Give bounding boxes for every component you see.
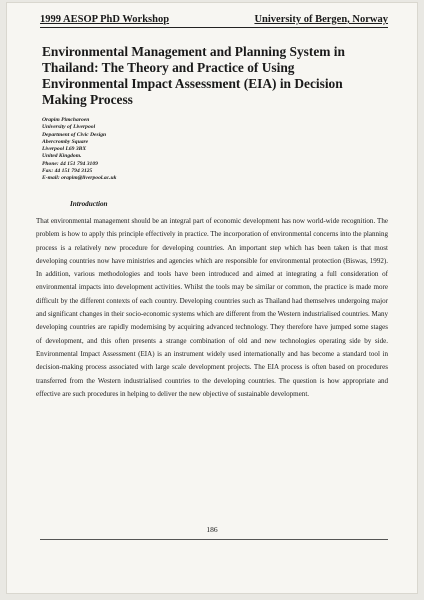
header-right: University of Bergen, Norway: [254, 14, 388, 25]
author-address-line: United Kingdom.: [42, 153, 82, 160]
footer-rule: [40, 539, 388, 540]
author-email: E-mail: orapim@liverpool.ac.uk: [42, 175, 117, 182]
paper-title: Environmental Management and Planning System in Thailand: The Theory and Practice of Using Environmental Impact Assessment (EIA) in Decision Making Process: [42, 44, 345, 107]
section-heading: Introduction: [70, 200, 108, 208]
author-block: [42, 117, 242, 183]
author-affiliation-line: University of Liverpool: [42, 124, 96, 131]
author-address-line: Abercromby Square: [42, 138, 89, 145]
author-affiliation-line: Department of Civic Design: [42, 131, 107, 138]
author-phone: Phone: 44 151 794 3109: [42, 160, 98, 167]
running-header: [40, 14, 388, 28]
document-page: [6, 2, 418, 594]
header-left: 1999 AESOP PhD Workshop: [40, 14, 170, 25]
page-number: 186: [206, 525, 218, 534]
body-paragraph: That environmental management should be an integral part of economic development has now world-wide recognition. The problem is how to apply this principle effectively in practice. The incorporation of environmental concerns into the planning process is a relatively new procedure for developing countries. An important step which has been taken is that most developing countries now have ministries and agencies which are responsible for environmental protection (Biswas, 1992). In addition, various methodologies and tools have been introduced and aimed at integrating a full consideration of environmental impacts into development activities. Whilst the tools may be similar or common, the practice is made more difficult by the different contexts of each country. Developing countries such as Thailand had themselves undergoing major and significant changes in their socio-economic systems which are different from the Western industrialised countries. Many developing countries are rapidly modernising by acquiring advanced technology. They therefore have jumped some stages of development, and this often presents a strange combination of old and new technologies operating side by side. Environmental Impact Assessment (EIA) is an instrument widely used internationally and has become a standard tool in decision-making process associated with large scale development projects. The EIA process is often based on procedures transferred from the Western industrialised countries to the developing countries. The question is how appropriate and effective are such procedures in helping to deliver the new objective of sustainable development.: [36, 217, 388, 398]
author-address-line: Liverpool L69 3BX: [42, 146, 87, 153]
author-name: Orapim Pimcharoen: [42, 117, 90, 123]
author-fax: Fax: 44 151 794 3125: [42, 168, 93, 175]
